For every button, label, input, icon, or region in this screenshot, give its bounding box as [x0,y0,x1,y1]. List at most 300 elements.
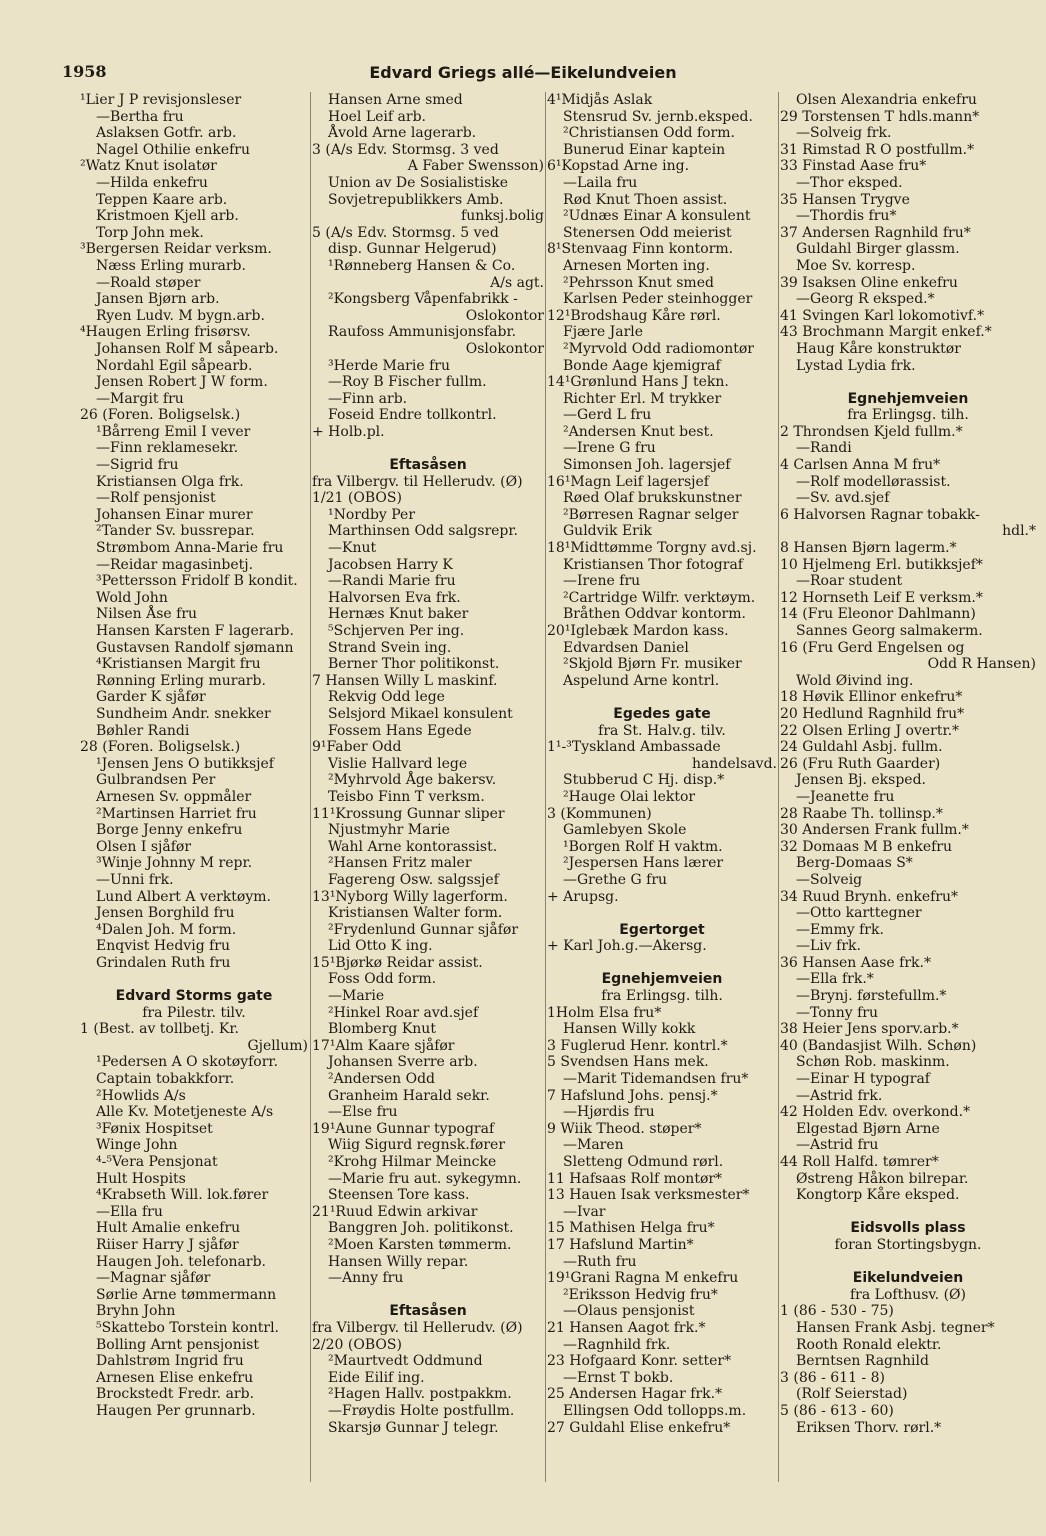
address-entry: 15 Mathisen Helga fru* [547,1220,715,1237]
resident-entry: —Olaus pensjonist [563,1303,695,1320]
resident-entry: Østreng Håkon bilrepar. [796,1170,969,1187]
resident-entry: —Ernst T bokb. [563,1369,674,1386]
address-entry: 13¹Nyborg Willy lagerform. [312,888,508,905]
resident-entry: Dahlstrøm Ingrid fru [96,1353,244,1370]
resident-entry: Karlsen Peder steinhogger [563,291,753,308]
resident-entry: —Magnar sjåfør [96,1270,211,1287]
resident-entry: Elgestad Bjørn Arne [796,1120,940,1137]
street-heading: Egnehjemveien [601,971,723,988]
address-entry: 4¹Midjås Aslak [547,92,653,108]
resident-entry: Røed Olaf brukskunstner [563,490,742,507]
street-heading: Eftasåsen [389,457,467,474]
resident-entry: ²Cartridge Wilfr. verktøym. [563,589,756,606]
address-entry: 9 Wiik Theod. støper* [547,1120,702,1137]
address-entry: 26 (Fru Ruth Gaarder) [780,755,941,772]
address-entry: 21 Hansen Aagot frk.* [547,1319,706,1336]
resident-entry: —Georg R eksped.* [796,291,935,308]
resident-entry: Arnesen Sv. oppmåler [96,788,252,805]
resident-entry: Stubberud C Hj. disp.* [563,772,725,789]
resident-entry: ²Skjold Bjørn Fr. musiker [563,656,742,673]
resident-entry: ²Børresen Ragnar selger [563,506,739,523]
resident-entry: Jensen Bj. eksped. [796,772,926,789]
street-heading: Eidsvolls plass [850,1220,966,1237]
resident-entry: —Astrid fru [796,1137,879,1154]
resident-entry: —Anny fru [328,1270,404,1287]
resident-entry: ²Krohg Hilmar Meincke [328,1154,497,1170]
resident-entry: —Unni frk. [96,871,174,888]
address-entry: 20 Hedlund Ragnhild fru* [780,705,965,722]
address-entry: 29 Torstensen T hdls.mann* [780,108,980,125]
continuation-line: funksj.bolig [461,208,544,225]
resident-entry: Brockstedt Fredr. arb. [96,1386,255,1403]
address-entry: 7 Hafslund Johs. pensj.* [547,1087,718,1104]
resident-entry: ²Myhrvold Åge bakersv. [328,772,497,789]
resident-entry: ²Andersen Knut best. [563,423,714,440]
resident-entry: —Brynj. førstefullm.* [796,988,947,1005]
resident-entry: ⁴Krabseth Will. lok.fører [96,1187,269,1204]
resident-entry: disp. Gunnar Helgerud) [328,241,497,258]
address-entry: 4 Carlsen Anna M fru* [780,457,941,474]
resident-entry: Gamlebyen Skole [563,822,687,839]
resident-entry: Granheim Harald sekr. [328,1087,490,1104]
address-entry: 16¹Magn Leif lagersjef [547,473,709,490]
resident-entry: Steensen Tore kass. [328,1187,470,1204]
address-entry: 35 Hansen Trygve [780,191,910,208]
resident-entry: Foseid Endre tollkontrl. [328,407,497,424]
resident-entry: —Margit fru [96,390,184,407]
address-entry: + Arupsg. [547,888,619,905]
address-entry: 1 (86 - 530 - 75) [780,1303,894,1320]
address-entry: 24 Guldahl Asbj. fullm. [780,739,943,756]
resident-entry: Enqvist Hedvig fru [96,938,230,955]
resident-entry: Foss Odd form. [328,971,437,988]
address-entry: 9¹Faber Odd [312,739,402,756]
address-entry: 40 (Bandasjist Wilh. Schøn) [780,1037,977,1054]
resident-entry: Kongtorp Kåre eksped. [796,1187,960,1204]
resident-entry: —Jeanette fru [796,788,895,805]
address-entry: 3 (86 - 611 - 8) [780,1369,885,1386]
resident-entry: Wold Øivind ing. [796,672,914,689]
address-entry: 20¹Iglebæk Mardon kass. [547,623,729,639]
resident-entry: —Finn arb. [328,390,408,407]
resident-entry: ²Udnæs Einar A konsulent [563,208,751,225]
spacer [547,955,777,972]
resident-entry: —Hjørdis fru [563,1104,655,1121]
resident-entry: Jensen Borghild fru [96,905,235,922]
address-entry: 18 Høvik Ellinor enkefru* [780,689,963,706]
resident-entry: —Ivar [563,1203,606,1220]
resident-entry: Wahl Arne kontorassist. [328,838,498,855]
resident-entry: —Gerd L fru [563,407,652,424]
resident-entry: Johansen Sverre arb. [328,1054,478,1071]
resident-entry: Ellingsen Odd tollopps.m. [563,1402,747,1419]
resident-entry: Rønning Erling murarb. [96,672,266,689]
resident-entry: —Emmy frk. [796,921,884,938]
resident-entry: ¹Jensen Jens O butikksjef [96,755,274,772]
resident-entry: Wiig Sigurd regnsk.fører [328,1137,506,1154]
resident-entry: Selsjord Mikael konsulent [328,705,513,722]
address-entry: 38 Heier Jens sporv.arb.* [780,1021,959,1038]
resident-entry: Haugen Joh. telefonarb. [96,1253,266,1270]
resident-entry: Bonde Aage kjemigraf [563,357,721,374]
resident-entry: ²Andersen Odd [328,1071,436,1088]
address-entry: 12 Hornseth Leif E verksm.* [780,589,983,606]
resident-entry: ²Moen Karsten tømmerm. [328,1236,512,1253]
address-entry: 34 Ruud Brynh. enkefru* [780,888,959,905]
resident-entry: Wold John [96,589,168,606]
address-entry: 17¹Alm Kaare sjåfør [312,1037,455,1054]
resident-entry: Kristiansen Olga frk. [96,473,244,490]
resident-entry: —Liv frk. [796,938,861,955]
resident-entry: ²Tander Sv. bussrepar. [96,523,255,540]
resident-entry: —Finn reklamesekr. [96,440,239,457]
resident-entry: —Bertha fru [96,108,184,125]
resident-entry: ¹Rønneberg Hansen & Co. [328,257,516,274]
address-entry: 21¹Ruud Edwin arkivar [312,1203,478,1220]
resident-entry: Alle Kv. Motetjeneste A/s [96,1104,274,1121]
address-entry: 28 (Foren. Boligselsk.) [80,739,241,756]
resident-entry: Edvardsen Daniel [563,639,689,656]
resident-entry: Banggren Joh. politikonst. [328,1220,514,1237]
resident-entry: Arnesen Morten ing. [563,257,710,274]
resident-entry: Rooth Ronald elektr. [796,1336,942,1353]
resident-entry: Torp John mek. [96,224,204,241]
resident-entry: —Tonny fru [796,1004,878,1021]
resident-entry: Stensrud Sv. jernb.eksped. [563,108,753,125]
resident-entry: Arnesen Elise enkefru [96,1369,254,1386]
resident-entry: Hansen Arne smed [328,92,463,108]
resident-entry: —Solveig [796,871,863,888]
resident-entry: ³Winje Johnny M repr. [96,855,253,872]
resident-entry: Sørlie Arne tømmermann [96,1286,277,1303]
resident-entry: Gulbrandsen Per [96,772,216,789]
resident-entry: ²Hansen Fritz maler [328,855,472,872]
resident-entry: —Sigrid fru [96,457,179,474]
address-entry: 3 (Kommunen) [547,805,652,822]
street-heading: Eikelundveien [852,1270,964,1287]
resident-entry: —Ruth fru [563,1253,637,1270]
address-entry: 1¹-³Tyskland Ambassade [547,739,721,756]
resident-entry: Berg-Domaas S* [796,855,913,872]
street-subheading: fra St. Halv.g. tilv. [598,722,726,739]
spacer [80,971,308,988]
street-subheading: fra Erlingsg. tilh. [847,407,969,424]
address-entry: 30 Andersen Frank fullm.* [780,822,969,839]
resident-entry: —Marie fru aut. sykegymn. [328,1170,522,1187]
continuation-line: Odd R Hansen) [927,656,1036,673]
resident-entry: Fagereng Osw. salgssjef [328,871,499,888]
resident-entry: —Thordis fru* [796,208,897,225]
resident-entry: Næss Erling murarb. [96,257,246,274]
column-3 [547,92,777,1492]
resident-entry: Bøhler Randi [96,722,190,739]
resident-entry: Sundheim Andr. snekker [96,705,271,722]
resident-entry: ¹Borgen Rolf H vaktm. [563,838,723,855]
address-entry: fra Vilbergv. til Hellerudv. (Ø) [312,473,523,490]
street-subheading: foran Stortingsbygn. [834,1236,982,1253]
resident-entry: ²Martinsen Harriet fru [96,805,257,822]
address-entry: 6 Halvorsen Ragnar tobakk- [780,506,980,523]
address-entry: 25 Andersen Hagar frk.* [547,1386,723,1403]
resident-entry: Simonsen Joh. lagersjef [563,457,731,474]
address-entry: 11 Hafsaas Rolf montør* [547,1170,723,1187]
resident-entry: Johansen Rolf M såpearb. [96,340,279,357]
resident-entry: —Hilda enkefru [96,174,208,191]
resident-entry: ²Hagen Hallv. postpakkm. [328,1386,512,1403]
resident-entry: —Irene G fru [563,440,656,457]
address-entry: 43 Brochmann Margit enkef.* [780,324,992,341]
continuation-line: Oslokontor [465,307,544,324]
resident-entry: Olsen Alexandria enkefru [796,92,977,108]
address-entry: 13 Hauen Isak verksmester* [547,1187,750,1204]
resident-entry: Njustmyhr Marie [328,822,450,839]
resident-entry: Aspelund Arne kontrl. [563,672,720,689]
address-entry: 11¹Krossung Gunnar sliper [312,805,505,822]
address-entry: 41 Svingen Karl lokomotivf.* [780,307,985,324]
spacer [547,689,777,706]
address-entry: 16 (Fru Gerd Engelsen og [780,639,965,656]
resident-entry: ²Hauge Olai lektor [563,788,696,805]
address-entry: 19¹Grani Ragna M enkefru [547,1270,739,1287]
resident-entry: —Laila fru [563,174,638,191]
resident-entry: —Marie [328,988,385,1005]
address-entry: 14 (Fru Eleonor Dahlmann) [780,606,976,623]
address-entry: 37 Andersen Ragnhild fru* [780,224,971,241]
address-entry: 42 Holden Edv. overkond.* [780,1104,971,1121]
address-entry: 3 (A/s Edv. Stormsg. 3 ved [312,141,499,158]
resident-entry: Jensen Robert J W form. [96,374,268,391]
continuation-line: A/s agt. [490,274,544,291]
resident-entry: Sletteng Odmund rørl. [563,1154,724,1170]
resident-entry: Borge Jenny enkefru [96,822,243,839]
resident-entry: —Ella fru [96,1203,163,1220]
resident-entry: —Rolf modellørassist. [796,473,951,490]
resident-entry: Teppen Kaare arb. [96,191,228,208]
resident-entry: ¹Pedersen A O skotøyforr. [96,1054,279,1071]
address-entry: 6¹Kopstad Arne ing. [547,158,690,175]
spacer [780,1204,1036,1221]
street-subheading: fra Erlingsg. tilh. [601,988,723,1005]
resident-entry: —Roar student [796,573,903,590]
address-entry: 44 Roll Halfd. tømrer* [780,1154,939,1170]
resident-entry: Aslaksen Gotfr. arb. [96,125,237,142]
resident-entry: Richter Erl. M trykker [563,390,722,407]
resident-entry: Hansen Karsten F lagerarb. [96,623,294,639]
resident-entry: ³Fønix Hospitset [96,1120,213,1137]
resident-entry: ⁴Dalen Joh. M form. [96,921,237,938]
address-entry: 1 (Best. av tollbetj. Kr. [80,1021,239,1038]
resident-entry: ⁴-⁵Vera Pensjonat [96,1154,218,1170]
address-entry: 8 Hansen Bjørn lagerm.* [780,540,957,557]
resident-entry: Skarsjø Gunnar J telegr. [328,1419,499,1436]
resident-entry: Jacobsen Harry K [328,556,453,573]
resident-entry: Fjære Jarle [563,324,644,341]
resident-entry: —Else fru [328,1104,398,1121]
resident-entry: Strømbom Anna-Marie fru [96,540,284,557]
spacer [547,905,777,922]
address-entry: 5 (A/s Edv. Stormsg. 5 ved [312,224,499,241]
spacer [780,374,1036,391]
column-divider [778,92,779,1482]
resident-entry: Bunerud Einar kaptein [563,141,726,158]
resident-entry: —Roald støper [96,274,201,291]
address-entry: 14¹Grønlund Hans J tekn. [547,374,729,391]
address-entry: + Holb.pl. [312,423,385,440]
page-title: Edvard Griegs allé—Eikelundveien [369,63,677,82]
address-entry: 32 Domaas M B enkefru [780,838,953,855]
resident-entry: —Randi Marie fru [328,573,456,590]
resident-entry: —Sv. avd.sjef [796,490,890,507]
address-entry: 27 Guldahl Elise enkefru* [547,1419,731,1436]
resident-entry: —Roy B Fischer fullm. [328,374,487,391]
column-4 [780,92,1036,1492]
resident-entry: Guldahl Birger glassm. [796,241,960,258]
address-entry: fra Vilbergv. til Hellerudv. (Ø) [312,1319,523,1336]
address-entry: ²Watz Knut isolatør [80,158,217,175]
resident-entry: Haug Kåre konstruktør [796,340,961,357]
column-1 [80,92,308,1492]
column-2 [312,92,544,1492]
resident-entry: Halvorsen Eva frk. [328,589,461,606]
resident-entry: Eriksen Thorv. rørl.* [796,1419,942,1436]
resident-entry: Ryen Ludv. M bygn.arb. [96,307,265,324]
resident-entry: ²Hinkel Roar avd.sjef [328,1004,479,1021]
resident-entry: ²Eriksson Hedvig fru* [563,1286,718,1303]
street-subheading: fra Pilestr. tilv. [142,1004,246,1021]
resident-entry: ⁵Schjerven Per ing. [328,623,465,639]
spacer [312,440,544,457]
address-entry: ¹Lier J P revisjonsleser [80,92,242,108]
resident-entry: Kristiansen Thor fotograf [563,556,743,573]
resident-entry: —Rolf pensjonist [96,490,216,507]
resident-entry: ⁵Skattebo Torstein kontrl. [96,1319,279,1336]
address-entry: 8¹Stenvaag Finn kontorm. [547,241,734,258]
resident-entry: Winge John [96,1137,178,1154]
address-entry: 36 Hansen Aase frk.* [780,954,931,971]
continuation-line: Gjellum) [247,1037,308,1054]
resident-entry: Captain tobakkforr. [96,1071,235,1088]
address-entry: ⁴Haugen Erling frisørsv. [80,324,251,341]
resident-entry: Hult Hospits [96,1170,186,1187]
street-heading: Egedes gate [613,705,711,722]
resident-entry: Jansen Bjørn arb. [96,291,220,308]
resident-entry: ²Maurtvedt Oddmund [328,1353,483,1370]
resident-entry: ⁴Kristiansen Margit fru [96,656,261,673]
resident-entry: Gustavsen Randolf sjømann [96,639,294,656]
resident-entry: Kristmoen Kjell arb. [96,208,239,225]
resident-entry: Hernæs Knut baker [328,606,469,623]
resident-entry: —Ragnhild frk. [563,1336,671,1353]
resident-entry: Hansen Frank Asbj. tegner* [796,1319,995,1336]
address-entry: + Karl Joh.g.—Akersg. [547,938,707,955]
resident-entry: Rekvig Odd lege [328,689,445,706]
address-entry: 3 Fuglerud Henr. kontrl.* [547,1037,728,1054]
resident-entry: ²Frydenlund Gunnar sjåfør [328,921,519,938]
resident-entry: Olsen I sjåfør [96,838,192,855]
resident-entry: —Solveig frk. [796,125,892,142]
resident-entry: ²Jespersen Hans lærer [563,855,724,872]
continuation-line: hdl.* [1002,523,1036,540]
resident-entry: Strand Svein ing. [328,639,452,656]
address-entry: 12¹Brodshaug Kåre rørl. [547,307,721,324]
resident-entry: Fossem Hans Egede [328,722,472,739]
resident-entry: Åvold Arne lagerarb. [328,125,477,142]
address-entry: 39 Isaksen Oline enkefru [780,274,958,291]
resident-entry: Hoel Leif arb. [328,108,426,125]
page-number: 1958 [62,62,107,81]
resident-entry: Nagel Othilie enkefru [96,141,251,158]
resident-entry: Grindalen Ruth fru [96,954,231,971]
address-entry: 19¹Aune Gunnar typograf [312,1120,495,1137]
street-heading: Edvard Storms gate [115,988,273,1005]
resident-entry: Kristiansen Walter form. [328,905,503,922]
resident-entry: Raufoss Ammunisjonsfabr. [328,324,517,341]
resident-entry: Nordahl Egil såpearb. [96,357,253,374]
resident-entry: —Thor eksped. [796,174,903,191]
address-entry: 2/20 (OBOS) [312,1336,402,1353]
resident-entry: Stenersen Odd meierist [563,224,732,241]
resident-entry: Sovjetrepublikkers Amb. [328,191,504,208]
address-entry: 17 Hafslund Martin* [547,1236,694,1253]
resident-entry: ²Pehrsson Knut smed [563,274,714,291]
address-entry: 22 Olsen Erling J overtr.* [780,722,960,739]
resident-entry: —Randi [796,440,852,457]
resident-entry: Bolling Arnt pensjonist [96,1336,259,1353]
resident-entry: Bråthen Oddvar kontorm. [563,606,746,623]
resident-entry: Hansen Willy repar. [328,1253,469,1270]
resident-entry: —Irene fru [563,573,641,590]
resident-entry: Hult Amalie enkefru [96,1220,241,1237]
resident-entry: Hansen Willy kokk [563,1021,696,1038]
address-entry: 31 Rimstad R O postfullm.* [780,141,975,158]
address-entry: 23 Hofgaard Konr. setter* [547,1353,732,1370]
resident-entry: ¹Bårreng Emil I vever [96,423,251,440]
column-divider [310,92,311,1482]
address-entry: 33 Finstad Aase fru* [780,158,927,175]
column-divider [545,92,546,1482]
continuation-line: handelsavd. [692,755,777,772]
address-entry: 10 Hjelmeng Erl. butikksjef* [780,556,983,573]
resident-entry: Union av De Sosialistiske [328,174,509,191]
spacer [312,1287,544,1304]
address-entry: 1Holm Elsa fru* [547,1004,662,1021]
resident-entry: —Otto karttegner [796,905,922,922]
address-entry: 2 Throndsen Kjeld fullm.* [780,423,963,440]
continuation-line: A Faber Swensson) [407,158,544,175]
address-entry: 7 Hansen Willy L maskinf. [312,672,498,689]
resident-entry: —Knut [328,540,377,557]
resident-entry: ³Herde Marie fru [328,357,450,374]
address-entry: ³Bergersen Reidar verksm. [80,241,272,258]
resident-entry: Berner Thor politikonst. [328,656,500,673]
resident-entry: ³Pettersson Fridolf B kondit. [96,573,298,590]
resident-entry: Garder K sjåfør [96,689,206,706]
resident-entry: Sannes Georg salmakerm. [796,623,983,639]
address-entry: 1/21 (OBOS) [312,490,402,507]
resident-entry: —Grethe G fru [563,871,668,888]
resident-entry: Riiser Harry J sjåfør [96,1236,239,1253]
resident-entry: —Ella frk.* [796,971,874,988]
spacer [780,1254,1036,1271]
address-entry: 5 (86 - 613 - 60) [780,1402,894,1419]
resident-entry: Haugen Per grunnarb. [96,1402,256,1419]
street-subheading: fra Lofthusv. (Ø) [850,1286,966,1303]
resident-entry: Lystad Lydia frk. [796,357,916,374]
resident-entry: —Maren [563,1137,624,1154]
street-heading: Egertorget [619,921,705,938]
resident-entry: (Rolf Seierstad) [796,1386,908,1403]
resident-entry: Marthinsen Odd salgsrepr. [328,523,518,540]
